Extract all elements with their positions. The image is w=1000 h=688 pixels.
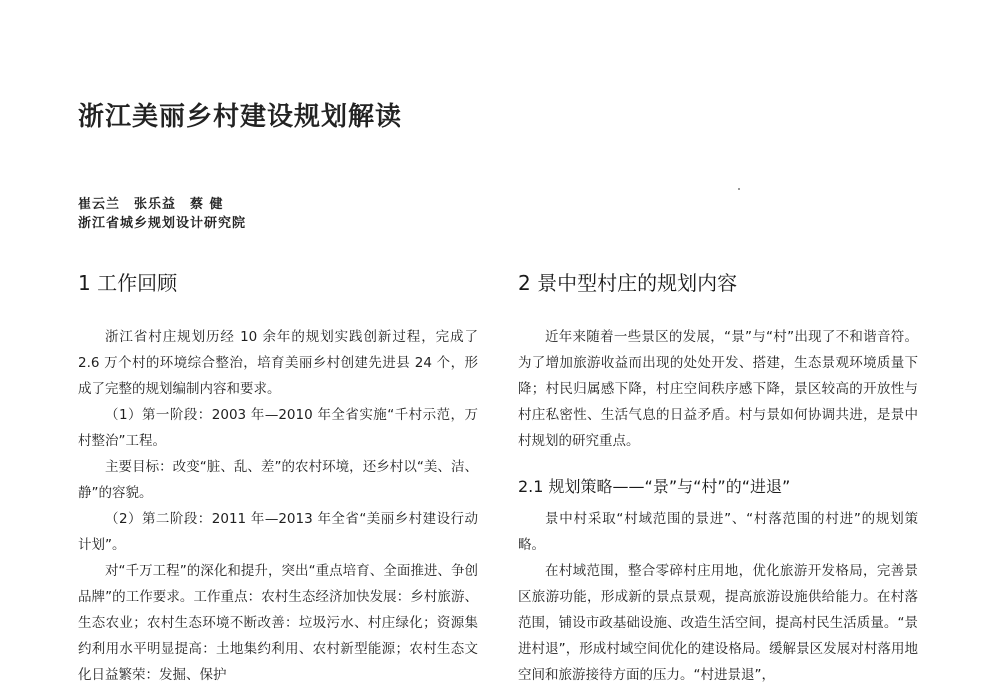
paragraph: （1）第一阶段：2003 年—2010 年全省实施“千村示范，万村整治”工程。 — [78, 407, 478, 449]
subsection-2-1-heading: 2.1 规划策略——“景”与“村”的“进退” — [518, 477, 791, 496]
paragraph: 浙江省村庄规划历经 10 余年的规划实践创新过程，完成了 2.6 万个村的环境综合整治，培育美丽乡村创建先进县 24 个，形成了完整的规划编制内容和要求。 — [78, 329, 478, 397]
paragraph: （2）第二阶段：2011 年—2013 年全省“美丽乡村建设行动计划”。 — [78, 511, 478, 553]
author-list: 崔云兰 张乐益 蔡 健 — [78, 197, 224, 212]
scan-speck — [738, 188, 740, 190]
left-column — [78, 268, 478, 688]
paragraph: 近年来随着一些景区的发展，“景”与“村”出现了不和谐音符。为了增加旅游收益而出现的处处开发、搭建，生态景观环境质量下降；村民归属感下降，村庄空间秩序感下降，景区较高的开放性与村庄私密性、生活气息的日益矛盾。村与景如何协调共进，是景中村规划的研究重点。 — [518, 329, 918, 449]
paragraph: 对“千万工程”的深化和提升，突出“重点培育、全面推进、争创品牌”的工作要求。工作重点：农村生态经济加快发展：乡村旅游、生态农业；农村生态环境不断改善：垃圾污水、村庄绿化；资源集约利用水平明显提高：土地集约利用、农村新型能源；农村生态文化日益繁荣：发掘、保护 — [78, 563, 478, 683]
paper-title: 浙江美丽乡村建设规划解读 — [78, 102, 403, 132]
paragraph: 景中村采取“村域范围的景进”、“村落范围的村进”的规划策略。 — [518, 511, 918, 553]
right-column — [518, 268, 918, 688]
section-1-heading: 1 工作回顾 — [78, 271, 178, 295]
section-2-heading: 2 景中型村庄的规划内容 — [518, 271, 738, 295]
paragraph: 主要目标：改变“脏、乱、差”的农村环境，还乡村以“美、洁、静”的容貌。 — [78, 459, 478, 501]
affiliation: 浙江省城乡规划设计研究院 — [78, 216, 247, 231]
paragraph: 在村域范围，整合零碎村庄用地，优化旅游开发格局，完善景区旅游功能，形成新的景点景观，提高旅游设施供给能力。在村落范围，铺设市政基础设施、改造生活空间，提高村民生活质量。“景进村退”，形成村域空间优化的建设格局。缓解景区发展对村落用地空间和旅游接待方面的压力。“村进景退”， — [518, 563, 918, 683]
